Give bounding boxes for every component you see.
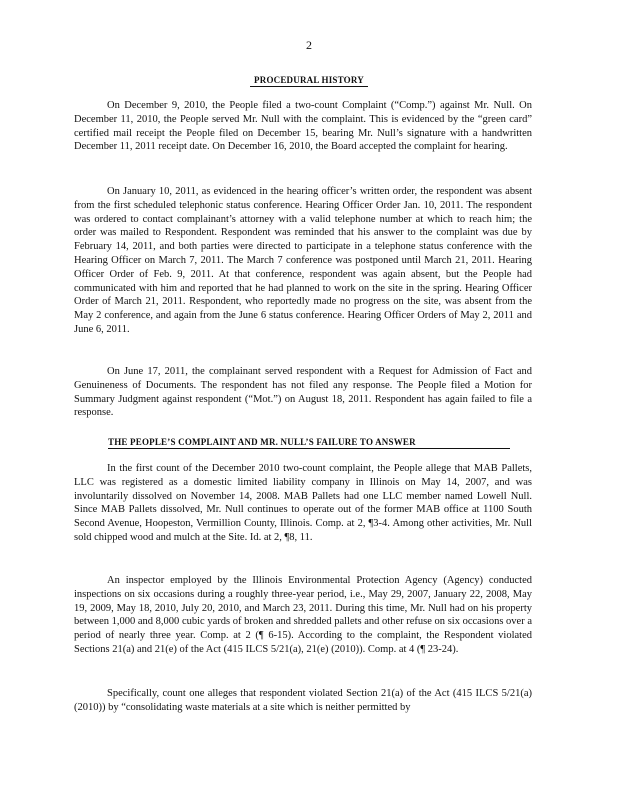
paragraph-count-one-allegations: In the first count of the December 2010 two-count complaint, the People allege that MAB Pallets, LLC was registered as a domestic limited liability company in Illinois on May 14, 2007, and was involuntarily dissolved on November 14, 2008. MAB Pallets had one LLC member named Lowell Null. Since MAB Pallets dissolved, Mr. Null continues to operate out of the former MAB office at 1100 South Second Avenue, Hoopeston, Vermillion County, Illinois. Comp. at 2, ¶3-4. Among other activities, Mr. Null sold chipped wood and mulch at the Site. Id. at 2, ¶8, 11. [74, 463, 532, 543]
paragraph-request-for-admission: On June 17, 2011, the complainant served respondent with a Request for Admission of Fact and Genuineness of Documents. The respondent has not filed any response. The People filed a Motion for Summary Judgment against respondent (“Mot.”) on August 18, 2011. Respondent has again failed to file a response. [74, 366, 532, 419]
procedural-history-heading [0, 75, 618, 86]
procedural-history-heading-text: PROCEDURAL HISTORY [250, 75, 368, 87]
paragraph-section-21a-violation: Specifically, count one alleges that respondent violated Section 21(a) of the Act (415 ILCS 5/21(a) (2010)) by “consolidating waste materials at a site which is neither permitted by [74, 688, 532, 713]
page-number: 2 [306, 38, 312, 52]
paragraph-status-conferences: On January 10, 2011, as evidenced in the hearing officer’s written order, the respondent was absent from the first scheduled telephonic status conference. Hearing Officer Order Jan. 10, 2011. The respondent was ordered to contact complainant’s attorney with a valid telephone number at which to reach him; the order was mailed to Respondent. Respondent was reminded that his answer to the complaint was due by February 14, 2011, and both parties were directed to participate in a telephone status conference with the Hearing Officer on March 7, 2011. The March 7 conference was postponed until March 21, 2011. Hearing Officer Order of Feb. 9, 2011. At that conference, respondent was again absent, but the People had communicated with him and reported that he had planned to work on the site in the spring. Hearing Officer Order of March 21, 2011. Respondent, who reportedly made no progress on the site, was absent from the May 2 conference, and again from the June 6 status conference. Hearing Officer Orders of May 2, 2011 and June 6, 2011. [74, 186, 532, 335]
paragraph-complaint-filing: On December 9, 2010, the People filed a two-count Complaint (“Comp.”) against Mr. Null. On December 11, 2010, the People served Mr. Null with the complaint. This is evidenced by the “green card” certified mail receipt the People filed on December 15, bearing Mr. Null’s signature with a handwritten December 11, 2011 receipt date. On December 16, 2010, the Board accepted the complaint for hearing. [74, 100, 532, 153]
complaint-failure-heading: THE PEOPLE’S COMPLAINT AND MR. NULL’S FAILURE TO ANSWER [108, 437, 510, 449]
paragraph-agency-inspections: An inspector employed by the Illinois Environmental Protection Agency (Agency) conducted inspections on six occasions during a roughly three-year period, i.e., May 29, 2007, January 22, 2008, May 19, 2009, May 18, 2010, July 20, 2010, and March 23, 2011. During this time, Mr. Null had on his property between 1,000 and 8,000 cubic yards of broken and shredded pallets and other refuse on six occasions over a period of nearly three year. Comp. at 2 (¶ 6-15). According to the complaint, the Respondent violated Sections 21(a) and 21(e) of the Act (415 ILCS 5/21(a), 21(e) (2010)). Comp. at 4 (¶ 23-24). [74, 575, 532, 655]
